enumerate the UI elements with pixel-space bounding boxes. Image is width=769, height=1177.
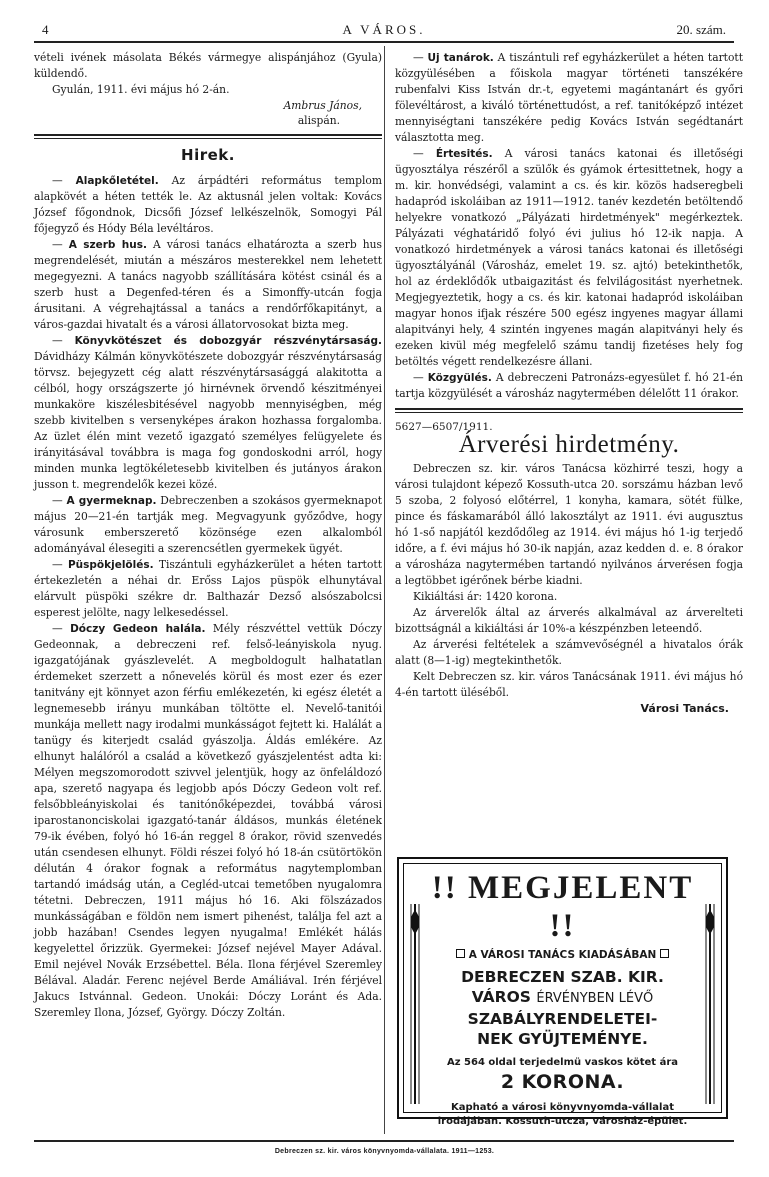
book-title-line: SZABÁLYRENDELETEI-: [467, 1010, 658, 1028]
news-item: — Uj tanárok. A tiszántuli ref egyházkerület a héten tartott közgyülésében a főiskola magyar történeti tanszékére rubenfalvi Kiss István dr.-t, egyetemi magántanárt és győri fölevéltárost, a kiváló történettudóst, a ref. tanitóképző intézet mennyiségtani tanszékére pedig Kovács István segédtanárt választotta meg.: [395, 51, 743, 144]
news-item-keyword: Értesités.: [435, 148, 493, 160]
news-item-keyword: Könyvkötészet és dobozgyár részvénytársaság.: [74, 335, 382, 347]
news-item: — Püspökjelölés. Tiszántuli egyházkerület a héten tartott értekezletén a néhai dr. Erőss Lajos püspök elhunytával elárvult püspöki székre dr. Balthazár Dezső alsószabolcsi esperest jelölte, nagy lelkesedéssel.: [34, 558, 382, 619]
news-item-keyword: Közgyülés.: [427, 372, 492, 384]
news-item-text: Tiszántuli egyházkerület a héten tartott értekezletén a néhai dr. Erőss Lajos püspök elhunytával elárvult püspöki székre dr. Balthazár Dezső alsószabolcsi esperest jelölte, nagy lelkesedéssel.: [34, 558, 382, 619]
news-item-text: A városi tanács katonai és illetőségi ügyosztálya részéről a szülők és gyámok értesittetnek, hogy a m. kir. honvédségi, valamint a cs. és kir. közös hadseregbeli hadapród iskoláiban az 1911—1912. tanév kezdetén betöltendő helyekre vonatkozó „Pályázati hirdetmények" megérkeztek. Pályázati véghatáridő folyó évi julius hó 12-ik napja. A vonatkozó hirdetmények a városi tanács katonai és illetőségi ügyosztályánál (Városház, emelet 19. sz. ajtó) betekinthetők, hol az érdeklődők utbaigazitást és felvilágositást nyerhetnek. Megjegyeztetik, hogy a cs. és kir. katonai hadapród iskoláiban magyar honos ifjak részére 500 egész ingyenes magyar állami alapitványi hely, 4 szintén ingyenes magán alapitványi hely és ezeken kivül még megfelelő számu tandij fizetéses hely fog betöltés végett rendelkezésre állani.: [395, 147, 743, 368]
section-rule: [34, 134, 382, 139]
news-item-keyword: A szerb hus.: [68, 239, 147, 251]
left-column: [34, 50, 382, 1021]
intro-text: vételi ivének másolata Békés vármegye alispánjához (Gyula) küldendő.: [34, 51, 382, 80]
auction-paragraph: Az árverési feltételek a számvevőségnél a hivatalos órák alatt (8—1-ig) megtekinthetők.: [395, 638, 743, 667]
news-item-keyword: Uj tanárok.: [427, 52, 494, 64]
news-item-text: A debreczeni Patronázs-egyesület f. hó 21-én tartja közgyülését a városház nagytermében délelőtt 11 órakor.: [395, 371, 743, 400]
signature-block: [34, 98, 362, 128]
advertisement-footer: Kapható a városi könyvnyomda-vállalat irodájában. Kossuth-utcza, városház-épület.: [437, 1102, 688, 1127]
book-title-line: [428, 987, 697, 1009]
newspaper-title: A VÁROS.: [342, 22, 426, 37]
news-item-keyword: A gyermeknap.: [66, 495, 157, 507]
book-title-line: DEBRECZEN SZAB. KIR.: [461, 968, 664, 986]
advertisement-book-title: [428, 967, 697, 1049]
advertisement-publisher: [428, 949, 697, 961]
news-item-keyword: Alapkőletétel.: [75, 175, 159, 187]
auction-paragraph: Az árverelők által az árverés alkalmával az árverelteti bizottságnál a kikiáltási ár 10%-a készpénzben leteendő.: [395, 606, 743, 635]
auction-paragraph: Kikiáltási ár: 1420 korona.: [413, 590, 558, 603]
news-section-title: Hirek.: [181, 146, 235, 164]
printer-imprint: Debreczen sz. kir. város könyvnyomda-vállalata. 1911—1253.: [274, 1148, 495, 1155]
auction-title: Árverési hirdetmény.: [458, 431, 680, 458]
column-divider: [384, 46, 385, 1134]
advertisement-inner-frame: [403, 863, 722, 1127]
book-title-word: VÁROS: [471, 988, 531, 1006]
issue-number: 20. szám.: [676, 22, 726, 37]
footer-rule: [34, 1140, 734, 1142]
news-item: — Értesités. A városi tanács katonai és illetőségi ügyosztálya részéről a szülők és gyámok értesittetnek, hogy a m. kir. honvédségi, valamint a cs. és kir. közös hadseregbeli hadapród iskoláiban az 1911—1912. tanév kezdetén betöltendő helyekre vonatkozó „Pályázati hirdetmények" megérkeztek. Pályázati véghatáridő folyó évi julius hó 12-ik napja. A vonatkozó hirdetmények a városi tanács katonai és illetőségi ügyosztályánál (Városház, emelet 19. sz. ajtó) betekinthetők, hol az érdeklődők utbaigazitást és felvilágositást nyerhetnek. Megjegyeztetik, hogy a cs. és kir. katonai hadapród iskoláiban magyar honos ifjak részére 500 egész ingyenes magyar állami alapitványi hely, 4 szintén ingyenes magán alapitványi hely és ezeken kivül még megfelelő számu tandij fizetéses hely fog betöltés végett rendelkezésre állani.: [395, 147, 743, 368]
advertisement-note: Az 564 oldal terjedelmü vaskos kötet ára: [446, 1057, 678, 1068]
header-rule: [34, 41, 734, 43]
news-item: — A szerb hus. A városi tanács elhatározta a szerb hus megrendelését, miután a mészáros mesterekkel nem lehetett megegyezni. A tanács nagyobb szállítására kötést csinál és a szerb hust a Degenfed-téren és a Simonffy-utcán fogja árusitani. A végrehajtással a tanács a rendőrfőkapitányt, a város-gazdai hivatalt és a városi állatorvosokat bizta meg.: [34, 238, 382, 331]
news-item-text: A tiszántuli ref egyházkerület a héten tartott közgyülésében a főiskola magyar történeti tanszékére rubenfalvi Kiss István dr.-t, egyetemi magántanárt és győri fölevéltárost, a kiváló történettudóst, a ref. tanitóképző intézet mennyiségtani tanszékére pedig Kovács István segédtanárt választotta meg.: [395, 51, 743, 144]
page-number: 4: [42, 22, 50, 37]
news-item: — Alapkőletétel. Az árpádtéri református templom alapkövét a héten tették le. Az aktusnál jelen voltak: Kovács József főgondnok, Dicsőfi József lelkészelnök, Somogyi Pál főjegyző és Hódy Béla levéltáros.: [34, 174, 382, 235]
news-item-text: Az árpádtéri református templom alapkövét a héten tették le. Az aktusnál jelen voltak: Kovács József főgondnok, Dicsőfi József lelkészelnök, Somogyi Pál főjegyző és Hódy Béla levéltáros.: [34, 174, 382, 235]
auction-paragraph: Kelt Debreczen sz. kir. város Tanácsának 1911. évi május hó 4-én tartott üléséből.: [395, 670, 743, 699]
news-item: — Közgyülés. A debreczeni Patronázs-egyesület f. hó 21-én tartja közgyülését a városház nagytermében délelőtt 11 órakor.: [395, 371, 743, 400]
book-title-word: ÉRVÉNYBEN LÉVŐ: [536, 991, 654, 1006]
advertisement-box: [397, 857, 728, 1127]
news-item-text: Debreczenben a szokásos gyermeknapot május 20—21-én tartják meg. Megvagyunk győződve, hogy városunk emberszerető közönsége ezen alkalomból adományával élesegiti a szerencsétlen gyermekek ügyét.: [34, 494, 382, 555]
news-item: — Könyvkötészet és dobozgyár részvénytársaság. Dávidházy Kálmán könyvkötészete dobozgyár részvénytársaság törvsz. bejegyzett cég alatt részvénytársasággá alakitotta a célból, hogy országszerte jó hirnévnek örvendő készitményei munkaköre kiszélesbitésével nagyobb mennyiségben, még szebb kivitelben s versenyképes árakon hozhassa forgalomba. Az üzlet élén mint vezető igazgató személyes felügyelete és irányitásával továbbra is maga fog gondoskodni arról, hogy minden munka legtökéletesebb kivitelben és jutányos árakon jusson t. megrendelők kezei közé.: [34, 334, 382, 491]
auction-paragraph: Debreczen sz. kir. város Tanácsa közhirré teszi, hogy a városi tulajdont képező Kossuth-utca 20. sorszámu házban levő 5 szoba, 2 folyosó előtérrel, 1 konyha, kamara, sötét fülke, pince és fáskamarából álló lakosztályt az 1911. évi augusztus hó 1-ső napjától kezdődőleg az 1914. évi május hó 1-ig terjedő időre, a f. évi május hó 30-ik napján, azaz kedden d. e. 8 órakor a városháza nagytermében tartandó nyilvános árverésen fogja a legtöbbet igérőnek bérbe kiadni.: [395, 462, 743, 587]
advertisement-price: 2 KORONA.: [500, 1071, 625, 1093]
publisher-text: A VÁROSI TANÁCS KIADÁSÁBAN: [468, 949, 657, 961]
news-item: — Dóczy Gedeon halála. Mély részvéttel vettük Dóczy Gedeonnak, a debreczeni ref. felső-leányiskola nyug. igazgatójának gyászlevelét. A megboldogult halhatatlan érdemeket szerzett a nőnevelés körül és most ezer és ezer tanitvány ejt könnyet azon férfiu emlékezetén, ki egész életét a legnemesebb irányu munkában töltötte el. Nevelő-tanitói munkája mellett nagy irodalmi munkásságot fejtett ki. Halálát a tanügy és kiterjedt család gyászolja. Áldás emlékére. Az elhunyt halálóról a család a következő gyászjelentést adta ki: Mélyen megszomorodott szivvel jelentjük, hogy az önfeláldozó apa, szerető nagyapa és legjobb após Dóczy Gedeon volt ref. felsőbbleányiskolai és tanitónőképezdei, továbbá városi iparostanonciskolai igazgató-tanár áldásos, munkás életének 79-ik évében, folyó hó 16-án reggel 8 órakor, rövid szenvedés után csendesen elhunyt. Földi részei folyó hó 18-án csütörtökön délután 4 órakor fognak a református nagytemplomban tartandó imádság után, a Cegléd-utcai temetőben nyugalomra tétetni. Debreczen, 1911 május hó 16. Aki fölszázados munkásságában e földön nem ismert pihenést, találja fel azt a jobb hazában! Csendes legyen nyugalma! Emlékét hálás kegyelettel őrizzük. Gyermekei: József nejével Mayer Adával. Emil nejével Novák Erzsébettel. Béla. Ilona férjével Szeremley Bélával. Aladár. Ferenc nejével Berde Amáliával. Irén férjével Jakucs Istvánnal. Gedeon. Unokái: Dóczy Loránt és Ada. Szeremley Ilona, József, György. Dóczy Zoltán.: [34, 622, 383, 1019]
news-item-text: Mély részvéttel vettük Dóczy Gedeonnak, a debreczeni ref. felső-leányiskola nyug. igazgatójának gyászlevelét. A megboldogult halhatatlan érdemeket szerzett a nőnevelés körül és most ezer és ezer tanitvány ejt könnyet azon férfiu emlékezetén, ki egész életét a legnemesebb irányu munkában töltötte el. Nevelő-tanitói munkája mellett nagy irodalmi munkásságot fejtett ki. Halálát a tanügy és kiterjedt család gyászolja. Áldás emlékére. Az elhunyt halálóról a család a következő gyászjelentést adta ki: Mélyen megszomorodott szivvel jelentjük, hogy az önfeláldozó apa, szerető nagyapa és legjobb após Dóczy Gedeon volt ref. felsőbbleányiskolai és tanitónőképezdei, továbbá városi iparostanonciskolai igazgató-tanár áldásos, munkás életének 79-ik évében, folyó hó 16-án reggel 8 órakor, rövid szenvedés után csendesen elhunyt. Földi részei folyó hó 18-án csütörtökön délután 4 órakor fognak a református nagytemplomban tartandó imádság után, a Cegléd-utcai temetőben nyugalomra tétetni. Debreczen, 1911 május hó 16. Aki fölszázados munkásságában e földön nem ismert pihenést, találja fel azt a jobb hazában! Csendes legyen nyugalma! Emlékét hálás kegyelettel őrizzük. Gyermekei: József nejével Mayer Adával. Emil nejével Novák Erzsébettel. Béla. Ilona férjével Szeremley Bélával. Aladár. Ferenc nejével Berde Amáliával. Irén férjével Jakucs Istvánnal. Gedeon. Unokái: Dóczy Loránt és Ada. Szeremley Ilona, József, György. Dóczy Zoltán.: [34, 622, 383, 1019]
ornament-right-icon: [703, 904, 717, 1104]
book-title-line: NEK GYÜJTEMÉNYE.: [477, 1030, 648, 1048]
news-item-keyword: Dóczy Gedeon halála.: [70, 623, 206, 635]
news-item-keyword: Püspökjelölés.: [67, 559, 154, 571]
auction-reference: 5627—6507/1911.: [395, 421, 493, 433]
news-item: — A gyermeknap. Debreczenben a szokásos gyermeknapot május 20—21-én tartják meg. Megvagyunk győződve, hogy városunk emberszerető közönsége ezen alkalomból adományával élesegiti a szerencsétlen gyermekek ügyét.: [34, 494, 382, 555]
advertisement-headline: !! MEGJELENT !!: [431, 870, 694, 944]
page-header: [34, 20, 734, 40]
signature-name: Ambrus János,: [283, 99, 362, 112]
signature-role: alispán.: [297, 114, 340, 127]
news-items: [34, 173, 382, 1021]
square-bullet-icon: [456, 949, 465, 958]
auction-rule: [395, 408, 743, 413]
ornament-left-icon: [408, 904, 422, 1104]
advertisement-content: [428, 864, 697, 1127]
news-item-text: Dávidházy Kálmán könyvkötészete dobozgyár részvénytársaság törvsz. bejegyzett cég alatt részvénytársasággá alakitotta a célból, hogy országszerte jó hirnévnek örvendő készitményei munkaköre kiszélesbitésével nagyobb mennyiségben, még szebb kivitelben s versenyképes árakon hozhassa forgalomba. Az üzlet élén mint vezető igazgató személyes felügyelete és irányitásával továbbra is maga fog gondoskodni arról, hogy minden munka legtökéletesebb kivitelben és jutányos árakon jusson t. megrendelők kezei közé.: [34, 350, 382, 491]
auction-signature: Városi Tanács.: [640, 702, 729, 715]
right-column: [395, 50, 743, 717]
news-item-text: A városi tanács elhatározta a szerb hus megrendelését, miután a mészáros mesterekkel nem lehetett megegyezni. A tanács nagyobb szállítására kötést csinál és a szerb hust a Degenfed-téren és a Simonffy-utcán fogja árusitani. A végrehajtással a tanács a rendőrfőkapitányt, a város-gazdai hivatalt és a városi állatorvosokat bizta meg.: [34, 238, 382, 331]
place-date: Gyulán, 1911. évi május hó 2-án.: [52, 83, 230, 96]
square-bullet-icon: [660, 949, 669, 958]
